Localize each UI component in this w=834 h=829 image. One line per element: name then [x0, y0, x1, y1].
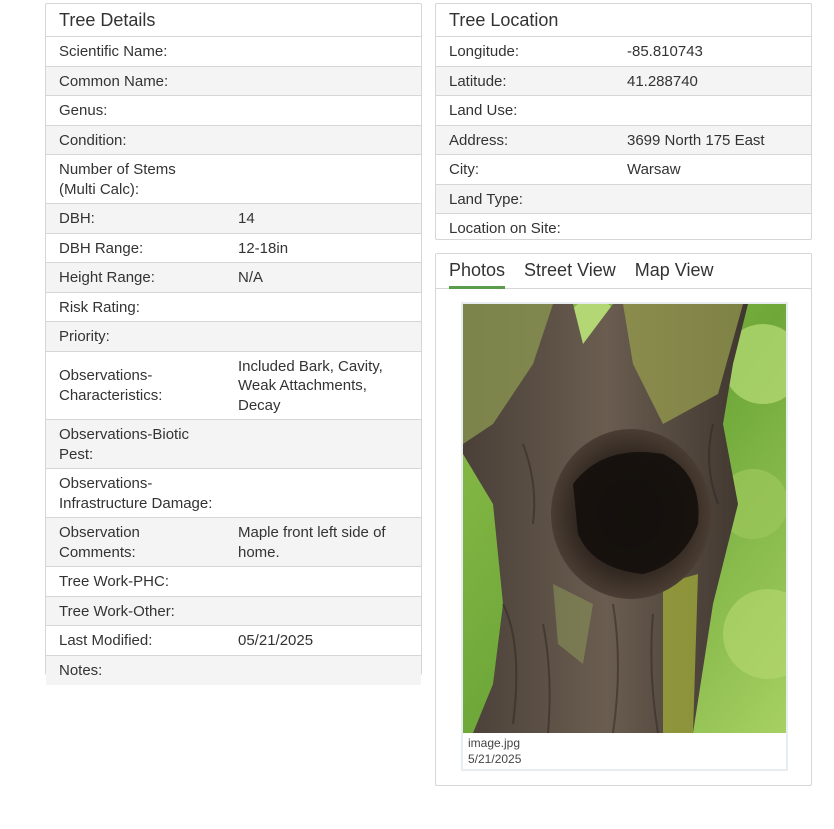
row-label: Latitude:: [449, 72, 507, 90]
row-label: Genus:: [59, 102, 108, 119]
row-label: Scientific Name:: [59, 43, 168, 60]
row-value: 12-18in: [238, 239, 289, 257]
row-label: Observation Comments:: [59, 524, 140, 561]
row-label: Land Use:: [449, 102, 518, 119]
media-tabs: [436, 254, 811, 289]
table-row: [46, 263, 421, 293]
row-label: City:: [449, 161, 479, 178]
row-label: Last Modified:: [59, 632, 153, 649]
tab-street-view[interactable]: Street View: [524, 260, 616, 280]
table-row: [436, 126, 811, 156]
row-label: Tree Work-Other:: [59, 602, 175, 620]
table-row: [46, 37, 421, 67]
tree-location-title: Tree Location: [436, 4, 811, 37]
row-label: DBH:: [59, 210, 95, 227]
tree-photo[interactable]: [463, 304, 786, 733]
row-label: Condition:: [59, 131, 127, 149]
tab-map-view[interactable]: Map View: [634, 260, 714, 280]
table-row: [46, 420, 421, 469]
row-label: Observations-Infrastructure Damage:: [59, 475, 213, 512]
tree-location-table: [436, 37, 811, 243]
row-label: Number of Stems (Multi Calc):: [59, 161, 176, 198]
table-row: [46, 518, 421, 567]
photo-filename: image.jpg: [468, 736, 521, 750]
table-row: [46, 352, 421, 421]
tree-details-table: [46, 37, 421, 685]
photo-caption: [468, 735, 521, 767]
row-label: Common Name:: [59, 72, 169, 90]
row-label: Priority:: [59, 328, 110, 345]
tree-details-title: Tree Details: [46, 4, 421, 37]
table-row: [436, 67, 811, 97]
table-row: [46, 67, 421, 97]
row-label: Tree Work-PHC:: [59, 573, 170, 590]
table-row: [436, 214, 811, 243]
table-row: [46, 96, 421, 126]
table-row: [46, 626, 421, 656]
tab-photos[interactable]: Photos: [449, 254, 505, 288]
row-value: N/A: [238, 269, 264, 286]
row-value: Included Bark, Cavity, Weak Attachments, Decay: [238, 357, 383, 414]
row-value: 05/21/2025: [238, 632, 314, 649]
row-label: Location on Site:: [449, 220, 561, 238]
table-row: [436, 37, 811, 67]
row-label: Address:: [449, 131, 509, 149]
row-label: Height Range:: [59, 269, 155, 286]
table-row: [46, 597, 421, 627]
table-row: [436, 155, 811, 185]
row-value: Maple front left side of home.: [238, 524, 386, 561]
row-label: DBH Range:: [59, 239, 144, 257]
table-row: [436, 185, 811, 215]
table-row: [46, 322, 421, 352]
row-value: Warsaw: [626, 161, 681, 178]
table-row: [46, 656, 421, 685]
row-label: Land Type:: [449, 190, 523, 208]
photo-card[interactable]: [461, 302, 788, 771]
tree-details-panel: [45, 3, 422, 679]
tree-location-panel: [435, 3, 812, 240]
table-row: [46, 293, 421, 323]
row-value: -85.810743: [626, 43, 703, 60]
row-label: Risk Rating:: [59, 298, 140, 316]
row-label: Notes:: [59, 661, 103, 679]
row-label: Observations-Biotic Pest:: [59, 426, 190, 463]
table-row: [46, 469, 421, 518]
table-row: [46, 567, 421, 597]
row-value: 14: [238, 210, 255, 227]
row-value: 3699 North 175 East: [626, 131, 765, 149]
table-row: [46, 155, 421, 204]
table-row: [46, 204, 421, 234]
table-row: [46, 126, 421, 156]
table-row: [436, 96, 811, 126]
row-label: Longitude:: [449, 43, 520, 60]
row-label: Observations-Characteristics:: [59, 367, 163, 404]
row-value: 41.288740: [626, 72, 698, 90]
table-row: [46, 234, 421, 264]
photo-date: 5/21/2025: [468, 752, 522, 766]
media-panel: [435, 253, 812, 786]
